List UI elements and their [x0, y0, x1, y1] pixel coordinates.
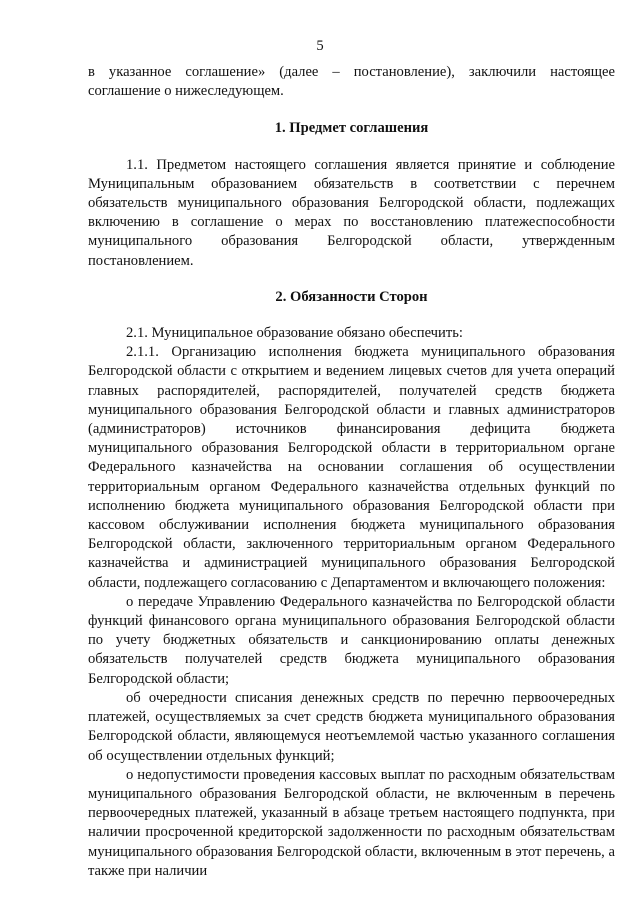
section-2-paragraph-3: о передаче Управлению Федерального казначейства по Белгородской области функций финансового органа муниципального образования Белгородской области по учету бюджетных обязательств и санкционированию оплаты денежных обязательств получателей средств бюджета муниципального образования Белгородской области;	[88, 593, 615, 687]
section-2-paragraph-1: 2.1. Муниципальное образование обязано обеспечить:	[126, 325, 463, 342]
section-2-heading: 2. Обязанности Сторон	[275, 288, 428, 305]
section-1-paragraph-1: 1.1. Предметом настоящего соглашения является принятие и соблюдение Муниципальным образованием обязательств в соответствии с перечнем обязательств муниципального образования Белгородской области, подлежащих включению в соглашение о мерах по восстановлению платежеспособности муниципального образования Белгородской области, утвержденным постановлением.	[88, 156, 615, 269]
section-1-heading: 1. Предмет соглашения	[274, 120, 429, 137]
intro-paragraph: в указанное соглашение» (далее – постановление), заключили настоящее соглашение о нижеследующем.	[88, 64, 615, 100]
page-number: 5	[316, 38, 324, 54]
document-body	[88, 63, 615, 881]
section-2-paragraph-2: 2.1.1. Организацию исполнения бюджета муниципального образования Белгородской области с открытием и ведением лицевых счетов для учета операций главных распорядителей, распорядителей, получателей средств бюджета муниципального образования Белгородской области и главных администраторов (администраторов) источников финансирования дефицита бюджета муниципального образования Белгородской области в территориальном органе Федерального казначейства на основании соглашения об осуществлении территориальным органом Федерального казначейства отдельных функций по исполнению бюджета муниципального образования Белгородской области при кассовом обслуживании исполнения бюджета муниципального образования Белгородской области, заключенного территориальным органом Федерального казначейства и администрацией муниципального образования Белгородской области, подлежащего согласованию с Департаментом и включающего положения:	[88, 344, 615, 591]
section-2-paragraph-5: о недопустимости проведения кассовых выплат по расходным обязательствам муниципального образования Белгородской области, не включенным в перечень первоочередных платежей, указанный в абзаце третьем настоящего подпункта, при наличии просроченной кредиторской задолженности по расходным обязательствам муниципального образования Белгородской области, включенным в этот перечень, а также при наличии	[88, 766, 615, 879]
section-2-paragraph-4: об очередности списания денежных средств по перечню первоочередных платежей, осуществляемых за счет средств бюджета муниципального образования Белгородской области, являющемуся неотъемлемой частью указанного соглашения об осуществлении отдельных функций;	[88, 689, 615, 764]
